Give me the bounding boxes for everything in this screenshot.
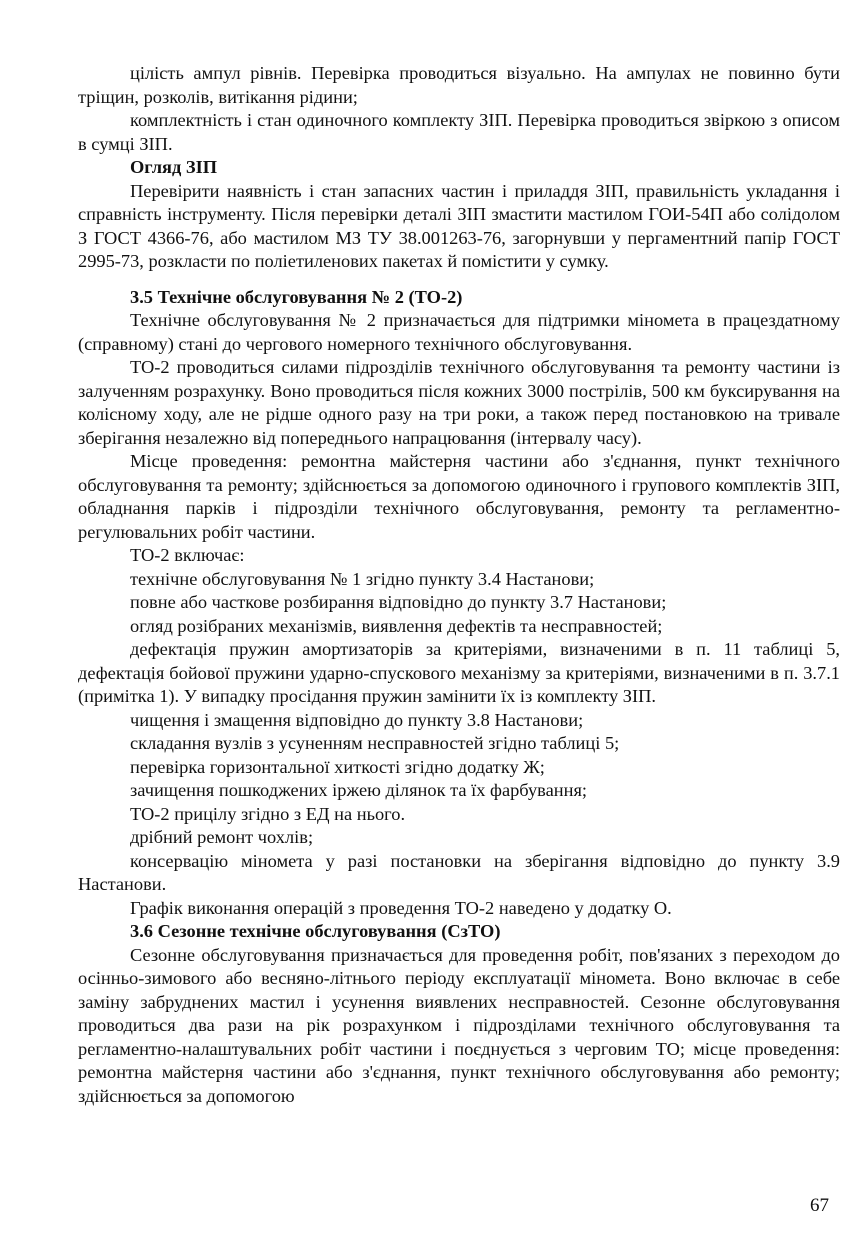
list-item: дрібний ремонт чохлів; — [130, 827, 314, 847]
paragraph: комплектність і стан одиночного комплекту ЗІП. Перевірка проводиться звіркою з описом в сумці ЗІП. — [78, 110, 840, 154]
paragraph: Сезонне обслуговування призначається для проведення робіт, пов'язаних з переходом до осінньо-зимового або весняно-літнього періоду експлуатації міномета. Воно включає в себе заміну забруднених мастил і усунення виявлених несправностей. Сезонне обслуговування проводиться два рази на рік розрахунком і підрозділами технічного обслуговування та регламентно-налаштувальних робіт частини і поєднується з черговим ТО; місце проведення: ремонтна майстерня частини або з'єднання, пункт технічного обслуговування або ремонту; здійснюється за допомогою — [78, 944, 840, 1106]
list-item: зачищення пошкоджених іржею ділянок та їх фарбування; — [130, 780, 588, 800]
list-item: дефектація пружин амортизаторів за критеріями, визначеними в п. 11 таблиці 5, дефектація бойової пружини ударно-спускового механізму за критеріями, визначеними в п. 3.7.1 (примітка 1). У випадку просідання пружин замінити їх із комплекту ЗІП. — [78, 639, 840, 706]
paragraph: Перевірити наявність і стан запасних частин і приладдя ЗІП, правильність укладання і справність інструменту. Після перевірки деталі ЗІП змастити мастилом ГОИ-54П або солідолом З ГОСТ 4366-76, або мастилом МЗ ТУ 38.001263-76, загорнувши у пергаментний папір ГОСТ 2995-73, розкласти по поліетиленових пакетах й помістити у сумку. — [78, 180, 840, 271]
list-item: огляд розібраних механізмів, виявлення дефектів та несправностей; — [130, 615, 663, 636]
paragraph: Місце проведення: ремонтна майстерня частини або з'єднання, пункт технічного обслуговування та ремонту; здійснюється за допомогою одиночного і групового комплектів ЗІП, обладнання парків і підрозділи технічного обслуговування, ремонту та регламентно-регулювальних робіт частини. — [78, 451, 840, 542]
subheading-zip-inspection: Огляд ЗІП — [130, 157, 218, 177]
list-item: технічне обслуговування № 1 згідно пункту 3.4 Настанови; — [130, 568, 595, 589]
page-number: 67 — [810, 1195, 829, 1216]
list-item: перевірка горизонтальної хиткості згідно додатку Ж; — [130, 756, 545, 777]
paragraph: Графік виконання операцій з проведення ТО-2 наведено у додатку О. — [130, 897, 672, 918]
section-heading-3-5: 3.5 Технічне обслуговування № 2 (ТО-2) — [130, 286, 463, 307]
list-item: складання вузлів з усуненням несправностей згідно таблиці 5; — [130, 733, 620, 753]
paragraph: цілість ампул рівнів. Перевірка проводиться візуально. На ампулах не повинно бути тріщин, розколів, витікання рідини; — [78, 63, 840, 107]
list-item: ТО-2 прицілу згідно з ЕД на нього. — [130, 803, 406, 824]
paragraph: ТО-2 включає: — [130, 545, 245, 565]
paragraph: ТО-2 проводиться силами підрозділів технічного обслуговування та ремонту частини із залученням розрахунку. Воно проводиться після кожних 3000 пострілів, 500 км буксирування на колісному ходу, але не рідше одного разу на три роки, а також перед постановкою на тривале зберігання незалежно від попереднього напрацювання (інтервалу часу). — [78, 357, 840, 448]
list-item: повне або часткове розбирання відповідно до пункту 3.7 Настанови; — [130, 592, 667, 612]
paragraph: Технічне обслуговування № 2 призначається для підтримки міномета в працездатному (справному) стані до чергового номерного технічного обслуговування. — [78, 310, 840, 354]
list-item: чищення і змащення відповідно до пункту 3.8 Настанови; — [130, 709, 584, 730]
section-heading-3-6: 3.6 Сезонне технічне обслуговування (СзТО) — [130, 921, 501, 941]
list-item: консервацію міномета у разі постановки на зберігання відповідно до пункту 3.9 Настанови. — [78, 850, 840, 894]
page-body — [78, 62, 840, 1108]
